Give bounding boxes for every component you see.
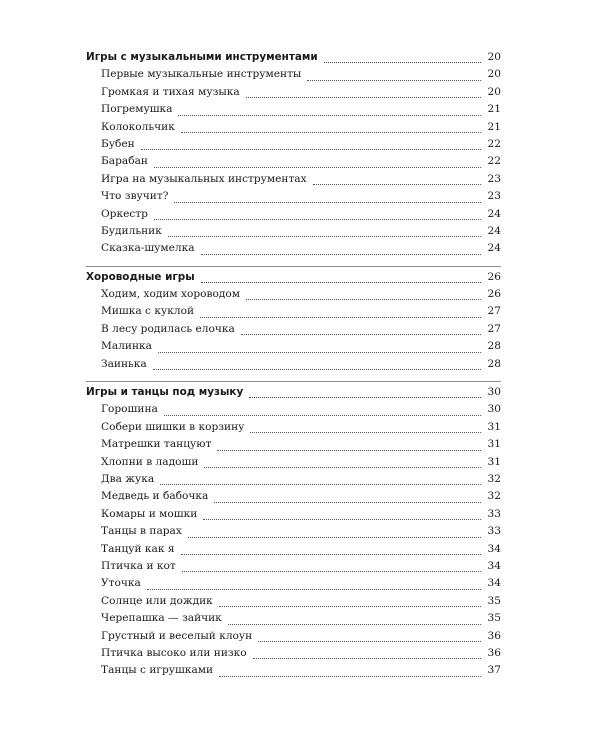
toc-section-heading[interactable] xyxy=(86,384,501,401)
toc-entry-title: Горошина xyxy=(101,403,158,416)
toc-entry-title: Что звучит? xyxy=(101,190,169,203)
dot-leader xyxy=(246,96,481,98)
toc-entry-title: Солнце или дождик xyxy=(101,594,213,607)
toc-page-number: 36 xyxy=(487,646,501,659)
toc-entry-title: Сказка-шумелка xyxy=(101,242,195,255)
toc-entry[interactable] xyxy=(86,506,501,523)
toc-entry-title: Барабан xyxy=(101,155,148,168)
dot-leader xyxy=(160,483,481,485)
dot-leader xyxy=(182,570,481,572)
toc-entry[interactable] xyxy=(86,240,501,257)
toc-page-number: 35 xyxy=(487,612,501,625)
toc-entry-title: Первые музыкальные инструменты xyxy=(101,68,302,81)
dot-leader xyxy=(253,657,481,659)
toc-entry[interactable] xyxy=(86,558,501,575)
dot-leader xyxy=(181,131,481,133)
toc-entry-title: Игра на музыкальных инструментах xyxy=(101,172,307,185)
dot-leader xyxy=(219,675,481,677)
toc-entry[interactable] xyxy=(86,645,501,662)
toc-entry-title: Будильник xyxy=(101,224,162,237)
dot-leader xyxy=(158,351,481,353)
toc-page-number: 36 xyxy=(487,629,501,642)
toc-entry[interactable] xyxy=(86,101,501,118)
toc-page-number: 31 xyxy=(487,455,501,468)
dot-leader xyxy=(250,431,481,433)
toc-section-heading[interactable] xyxy=(86,269,501,286)
toc-entry-title: Танцы в парах xyxy=(101,525,182,538)
toc-entry[interactable] xyxy=(86,471,501,488)
toc-page-number: 27 xyxy=(487,305,501,318)
toc-page-number: 34 xyxy=(487,559,501,572)
dot-leader xyxy=(174,201,481,203)
toc-page-number: 26 xyxy=(487,270,501,283)
toc-section xyxy=(86,266,501,373)
toc-page-number: 34 xyxy=(487,542,501,555)
dot-leader xyxy=(154,166,481,168)
dot-leader xyxy=(181,553,481,555)
toc-entry[interactable] xyxy=(86,84,501,101)
table-of-contents xyxy=(86,47,501,688)
dot-leader xyxy=(219,605,481,607)
toc-page-number: 22 xyxy=(487,137,501,150)
toc-entry-title: Бубен xyxy=(101,137,135,150)
dot-leader xyxy=(203,518,481,520)
toc-page-number: 24 xyxy=(487,242,501,255)
toc-page-number: 24 xyxy=(487,224,501,237)
dot-leader xyxy=(188,536,481,538)
toc-entry[interactable] xyxy=(86,136,501,153)
toc-entry[interactable] xyxy=(86,610,501,627)
toc-page-number: 33 xyxy=(487,507,501,520)
toc-entry[interactable] xyxy=(86,321,501,338)
toc-page-number: 33 xyxy=(487,525,501,538)
toc-entry[interactable] xyxy=(86,286,501,303)
dot-leader xyxy=(313,183,481,185)
toc-page-number: 21 xyxy=(487,103,501,116)
dot-leader xyxy=(154,218,481,220)
dot-leader xyxy=(214,501,481,503)
toc-entry-title: Малинка xyxy=(101,340,152,353)
toc-entry-title: Хлопни в ладоши xyxy=(101,455,199,468)
toc-page-number: 24 xyxy=(487,207,501,220)
toc-entry-title: Черепашка — зайчик xyxy=(101,612,222,625)
toc-entry[interactable] xyxy=(86,153,501,170)
dot-leader xyxy=(228,623,481,625)
toc-section xyxy=(86,47,501,258)
toc-entry-title: Комары и мошки xyxy=(101,507,198,520)
toc-page-number: 23 xyxy=(487,190,501,203)
toc-page-number: 32 xyxy=(487,472,501,485)
toc-entry[interactable] xyxy=(86,436,501,453)
dot-leader xyxy=(147,588,481,590)
toc-entry-title: Ходим, ходим хороводом xyxy=(101,288,241,301)
toc-page-number: 30 xyxy=(487,386,501,399)
toc-entry[interactable] xyxy=(86,662,501,679)
toc-entry[interactable] xyxy=(86,575,501,592)
toc-entry[interactable] xyxy=(86,303,501,320)
toc-entry[interactable] xyxy=(86,541,501,558)
toc-page-number: 37 xyxy=(487,664,501,677)
dot-leader xyxy=(201,281,481,283)
dot-leader xyxy=(141,148,481,150)
toc-entry[interactable] xyxy=(86,338,501,355)
toc-page-number: 32 xyxy=(487,490,501,503)
toc-entry-title: Птичка и кот xyxy=(101,559,176,572)
toc-page-number: 26 xyxy=(487,288,501,301)
toc-page-number: 28 xyxy=(487,340,501,353)
toc-entry[interactable] xyxy=(86,188,501,205)
toc-entry-title: В лесу родилась елочка xyxy=(101,322,235,335)
toc-entry-title: Грустный и веселый клоун xyxy=(101,629,253,642)
dot-leader xyxy=(200,316,481,318)
dot-leader xyxy=(168,235,481,237)
toc-section-heading[interactable] xyxy=(86,49,501,66)
toc-entry[interactable] xyxy=(86,223,501,240)
toc-page-number: 21 xyxy=(487,120,501,133)
toc-entry[interactable] xyxy=(86,401,501,418)
toc-page-number: 28 xyxy=(487,357,501,370)
toc-page-number: 31 xyxy=(487,420,501,433)
dot-leader xyxy=(246,298,481,300)
toc-entry-title: Матрешки танцуют xyxy=(101,438,212,451)
toc-entry-title: Собери шишки в корзину xyxy=(101,420,245,433)
toc-section xyxy=(86,381,501,680)
toc-entry[interactable] xyxy=(86,488,501,505)
toc-entry-title: Танцы с игрушками xyxy=(101,664,214,677)
dot-leader xyxy=(153,368,481,370)
toc-page-number: 27 xyxy=(487,322,501,335)
dot-leader xyxy=(307,79,481,81)
dot-leader xyxy=(249,396,481,398)
toc-entry[interactable] xyxy=(86,66,501,83)
toc-entry-title: Мишка с куклой xyxy=(101,305,195,318)
dot-leader xyxy=(217,449,481,451)
toc-entry[interactable] xyxy=(86,593,501,610)
toc-page-number: 31 xyxy=(487,438,501,451)
toc-entry[interactable] xyxy=(86,523,501,540)
toc-entry-title: Птичка высоко или низко xyxy=(101,646,247,659)
toc-entry[interactable] xyxy=(86,206,501,223)
dot-leader xyxy=(178,114,481,116)
toc-entry-title: Погремушка xyxy=(101,103,173,116)
toc-page-number: 30 xyxy=(487,403,501,416)
toc-entry[interactable] xyxy=(86,119,501,136)
toc-page-number: 23 xyxy=(487,172,501,185)
toc-entry[interactable] xyxy=(86,356,501,373)
toc-entry-title: Уточка xyxy=(101,577,141,590)
dot-leader xyxy=(201,253,481,255)
toc-entry-title: Оркестр xyxy=(101,207,148,220)
dot-leader xyxy=(204,466,481,468)
toc-entry[interactable] xyxy=(86,419,501,436)
toc-page-number: 20 xyxy=(487,68,501,81)
dot-leader xyxy=(258,640,481,642)
toc-page-number: 22 xyxy=(487,155,501,168)
dot-leader xyxy=(324,61,481,63)
dot-leader xyxy=(164,414,481,416)
toc-section-title: Игры с музыкальными инструментами xyxy=(86,51,318,63)
toc-page-number: 20 xyxy=(487,51,501,63)
toc-entry-title: Медведь и бабочка xyxy=(101,490,209,503)
toc-entry-title: Танцуй как я xyxy=(101,542,175,555)
toc-section-title: Игры и танцы под музыку xyxy=(86,386,244,399)
toc-entry-title: Колокольчик xyxy=(101,120,175,133)
toc-entry[interactable] xyxy=(86,171,501,188)
toc-entry-title: Громкая и тихая музыка xyxy=(101,85,240,98)
toc-entry[interactable] xyxy=(86,454,501,471)
dot-leader xyxy=(241,333,481,335)
toc-page-number: 20 xyxy=(487,85,501,98)
toc-entry-title: Два жука xyxy=(101,472,155,485)
toc-entry-title: Заинька xyxy=(101,357,147,370)
toc-page-number: 34 xyxy=(487,577,501,590)
toc-page-number: 35 xyxy=(487,594,501,607)
toc-section-title: Хороводные игры xyxy=(86,270,195,283)
toc-entry[interactable] xyxy=(86,628,501,645)
